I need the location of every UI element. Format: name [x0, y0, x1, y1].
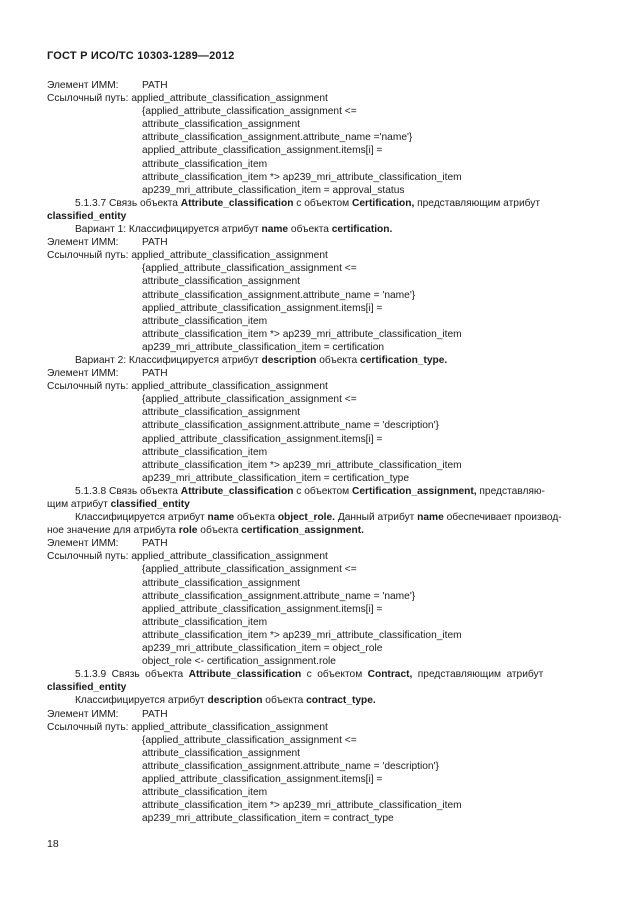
text: объекта: [234, 512, 278, 524]
page-content: [47, 79, 584, 825]
path-line: applied_attribute_classification_assignment.items[i] =: [142, 603, 383, 615]
path-line: attribute_classification_assignment: [142, 747, 300, 759]
attribute-name: name: [261, 224, 289, 236]
path-line: ap239_mri_attribute_classification_item = object_role: [142, 643, 383, 655]
entity-name: Attribute_classification: [180, 197, 294, 209]
path-line: ap239_mri_attribute_classification_item = approval_status: [142, 184, 405, 196]
path-line: {applied_attribute_classification_assignment <=: [142, 394, 357, 406]
text: Классифицируется атрибут: [75, 512, 208, 524]
ref-label: Ссылочный путь:: [47, 250, 129, 262]
element-line: [47, 367, 584, 380]
description-line: [47, 694, 584, 707]
path-line: attribute_classification_item: [142, 616, 268, 628]
attribute-name: role: [178, 525, 198, 537]
path-line: attribute_classification_assignment: [142, 577, 300, 589]
path-line: ap239_mri_attribute_classification_item = contract_type: [142, 813, 394, 825]
path-line: attribute_classification_item: [142, 787, 268, 799]
variant-2: [47, 354, 584, 367]
ref-first: applied_attribute_classification_assignment: [131, 551, 328, 563]
attribute-name: description: [207, 695, 263, 707]
path-line: attribute_classification_assignment: [142, 119, 300, 131]
path-line: attribute_classification_assignment: [142, 276, 300, 288]
section-heading-cont: [47, 681, 584, 694]
path-line: attribute_classification_item *> ap239_mri_attribute_classification_item: [142, 800, 462, 812]
text: обеспечивает производ-: [443, 512, 562, 524]
entity-name: certification.: [331, 224, 393, 236]
path-value: PATH: [142, 80, 168, 91]
ref-line: [47, 92, 584, 105]
entity-name: Contract,: [367, 669, 413, 681]
description-line: [47, 511, 584, 524]
path-line: applied_attribute_classification_assignment.items[i] =: [142, 302, 383, 314]
path-line: applied_attribute_classification_assignment.items[i] =: [142, 433, 383, 445]
text: Данный атрибут: [335, 512, 418, 524]
ref-line: [47, 249, 584, 262]
path-line: {applied_attribute_classification_assignment <=: [142, 263, 357, 275]
ref-line: [47, 550, 584, 563]
path-line: attribute_classification_item *> ap239_mri_attribute_classification_item: [142, 171, 462, 183]
attribute-name: name: [207, 512, 235, 524]
element-label: Элемент ИММ:: [47, 368, 119, 380]
path-value: PATH: [142, 538, 168, 550]
ref-line: [47, 380, 584, 393]
text: с объектом: [301, 669, 368, 681]
text: с объектом: [293, 485, 353, 497]
text: 5.1.3.8 Связь объекта: [75, 485, 181, 497]
path-line: attribute_classification_item: [142, 315, 268, 327]
section-heading-5-1-3-7: [47, 197, 584, 210]
path-line: applied_attribute_classification_assignment.items[i] =: [142, 773, 383, 785]
path-value: PATH: [142, 368, 168, 380]
attribute-name: classified_entity: [110, 499, 190, 510]
attribute-name: classified_entity: [47, 682, 127, 694]
path-line: attribute_classification_assignment.attribute_name = 'description'}: [142, 760, 439, 772]
path-line: attribute_classification_item: [142, 158, 268, 170]
ref-label: Ссылочный путь:: [47, 381, 129, 393]
element-line: [47, 537, 584, 550]
section-heading-cont: [47, 210, 584, 223]
path-line: attribute_classification_item *> ap239_mri_attribute_classification_item: [142, 459, 462, 471]
entity-name: Certification_assignment,: [352, 485, 477, 497]
variant-1: [47, 223, 584, 236]
text: 5.1.3.7 Связь объекта: [75, 197, 181, 209]
page-number: 18: [47, 838, 59, 850]
path-line: attribute_classification_item: [142, 446, 268, 458]
path-line: attribute_classification_assignment.attribute_name ='name'}: [142, 132, 413, 144]
text: Вариант 2: Классифицируется атрибут: [75, 354, 262, 366]
entity-name: Attribute_classification: [180, 485, 294, 497]
text: Классифицируется атрибут: [75, 695, 208, 707]
text: объекта: [316, 354, 361, 366]
section-heading-5-1-3-8: [47, 485, 584, 498]
path-line: {applied_attribute_classification_assignment <=: [142, 734, 357, 746]
text: Вариант 1: Классифицируется атрибут: [75, 224, 262, 236]
ref-first: applied_attribute_classification_assignment: [131, 381, 328, 393]
ref-line: [47, 721, 584, 734]
ref-first: applied_attribute_classification_assignment: [131, 93, 328, 105]
element-label: Элемент ИММ:: [47, 708, 119, 720]
path-line: attribute_classification_item *> ap239_mri_attribute_classification_item: [142, 629, 462, 641]
text: ное значение для атрибута: [47, 525, 179, 537]
attribute-name: classified_entity: [47, 210, 127, 222]
text: представляющим атрибут: [414, 197, 541, 209]
text: с объектом: [293, 197, 353, 209]
path-line: ap239_mri_attribute_classification_item = certification_type: [142, 472, 409, 484]
description-line-cont: [47, 524, 584, 537]
element-label: Элемент ИММ:: [47, 80, 119, 91]
attribute-name: name: [417, 512, 444, 524]
ref-first: applied_attribute_classification_assignment: [131, 250, 328, 262]
path-value: PATH: [142, 237, 168, 249]
path-line: attribute_classification_assignment.attribute_name = 'name'}: [142, 289, 416, 301]
element-line: [47, 236, 584, 249]
entity-name: Certification,: [352, 197, 415, 209]
path-line: attribute_classification_item *> ap239_mri_attribute_classification_item: [142, 328, 462, 340]
element-label: Элемент ИММ:: [47, 237, 119, 249]
entity-name: contract_type.: [306, 695, 376, 707]
path-line: {applied_attribute_classification_assignment <=: [142, 564, 357, 576]
path-value: PATH: [142, 708, 168, 720]
path-line: attribute_classification_assignment.attribute_name = 'name'}: [142, 590, 416, 602]
ref-label: Ссылочный путь:: [47, 721, 129, 733]
ref-label: Ссылочный путь:: [47, 93, 129, 105]
ref-label: Ссылочный путь:: [47, 551, 129, 563]
path-line: attribute_classification_assignment.attribute_name = 'description'}: [142, 420, 439, 432]
text: объекта: [262, 695, 307, 707]
element-label: Элемент ИММ:: [47, 538, 119, 550]
path-line: {applied_attribute_classification_assignment <=: [142, 106, 357, 118]
element-line: [47, 79, 584, 92]
entity-name: Attribute_classification: [188, 669, 302, 681]
document-header: ГОСТ Р ИСО/ТС 10303-1289—2012: [47, 50, 235, 62]
attribute-name: description: [261, 354, 317, 366]
text: представляющим атрибут: [412, 669, 544, 681]
path-line: attribute_classification_assignment: [142, 407, 300, 419]
entity-name: certification_type.: [360, 354, 448, 366]
section-heading-cont: [47, 498, 584, 511]
text: объекта: [197, 525, 242, 537]
ref-first: applied_attribute_classification_assignment: [131, 721, 328, 733]
element-line: [47, 708, 584, 721]
text: представляю-: [476, 485, 545, 497]
text: 5.1.3.9 Связь объекта: [75, 669, 189, 681]
path-line: ap239_mri_attribute_classification_item = certification: [142, 341, 385, 353]
section-heading-5-1-3-9: [47, 668, 584, 681]
entity-name: certification_assignment.: [241, 525, 364, 537]
path-line: applied_attribute_classification_assignment.items[i] =: [142, 145, 383, 157]
text: щим атрибут: [47, 499, 111, 510]
text: объекта: [288, 224, 332, 236]
entity-name: object_role.: [277, 512, 336, 524]
path-line: object_role <- certification_assignment.role: [142, 656, 336, 668]
